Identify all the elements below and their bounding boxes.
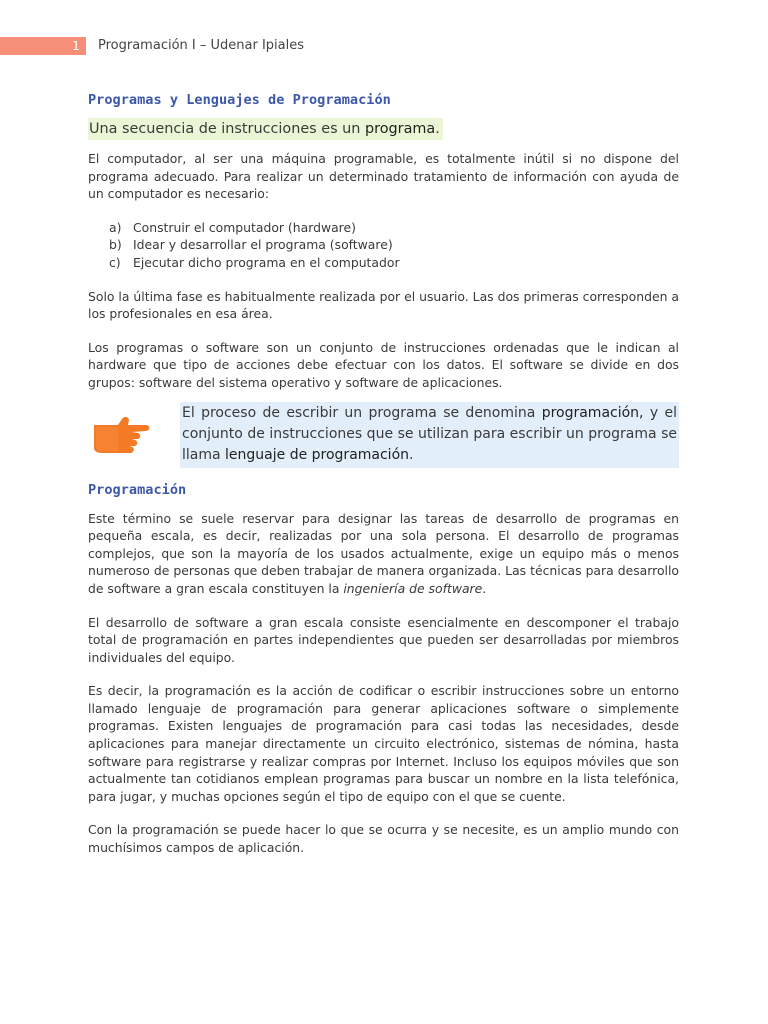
callout-text	[180, 402, 679, 468]
callout-term-programacion: programación,	[541, 404, 644, 421]
section-heading-programacion: Programación	[88, 481, 187, 498]
callout-text-part: El proceso de escribir un programa se denomina	[182, 404, 542, 421]
paragraph	[88, 510, 679, 598]
callout-term-lenguaje: lenguaje de programación	[225, 446, 410, 463]
list-item-text: Idear y desarrollar el programa (software)	[133, 237, 393, 253]
paragraph-text: Este término se suele reservar para designar las tareas de desarrollo de programas en pequeña escala, es decir, realizadas por una sola persona. El desarrollo de programas complejos, que son la mayoría de los usados actualmente, exige un equipo más o menos numeroso de personas que deben trabajar de manera organizada. Las técnicas para desarrollo de software a gran escala constituyen la	[88, 510, 679, 596]
term-ingenieria-de-software: ingeniería de software	[343, 580, 483, 596]
list-item-text: Ejecutar dicho programa en el computador	[133, 254, 400, 270]
definition-text: Una secuencia de instrucciones es un	[89, 121, 365, 137]
paragraph: Los programas o software son un conjunto de instrucciones ordenadas que le indican al hardware que tipo de acciones debe efectuar con los datos. El software se divide en dos grupos: software del sistema operativo y software de aplicaciones.	[88, 339, 679, 390]
page-number: 1	[72, 38, 80, 53]
section-heading-programas: Programas y Lenguajes de Programación	[88, 92, 391, 108]
paragraph: Solo la última fase es habitualmente realizada por el usuario. Las dos primeras corresponden a los profesionales en esa área.	[88, 288, 679, 322]
steps-list	[88, 219, 679, 272]
list-item-text: Construir el computador (hardware)	[133, 219, 356, 235]
paragraph: El computador, al ser una máquina programable, es totalmente inútil si no dispone del programa adecuado. Para realizar un determinado tratamiento de información con ayuda de un computador es necesario:	[88, 151, 679, 202]
list-marker: c)	[109, 254, 121, 270]
list-marker: a)	[109, 219, 122, 235]
paragraph: Es decir, la programación es la acción de codificar o escribir instrucciones sobre un entorno llamado lenguaje de programación para generar aplicaciones software o simplemente programas. Existen lenguajes de programación para casi todas las necesidades, desde aplicaciones para manejar directamente un circuito electrónico, sistemas de nómina, hasta software para registrarse y realizar compras por Internet. Incluso los equipos móviles que son actualmente tan cotidianos emplean programas para buscar un nombre en la lista telefónica, para jugar, y muchas opciones según el tipo de equipo con el que se cuente.	[88, 683, 679, 804]
callout-text-part: y el conjunto de instrucciones que se utilizan para escribir un programa se llama	[182, 404, 677, 463]
list-item	[109, 254, 679, 272]
running-header-title: Programación I – Udenar Ipiales	[98, 38, 304, 53]
list-item	[109, 219, 679, 237]
definition-period: .	[435, 121, 440, 137]
callout-text-part: .	[409, 446, 414, 463]
callout-box	[88, 402, 679, 472]
pointing-hand-icon	[88, 402, 180, 472]
document-body	[88, 90, 679, 873]
paragraph: Con la programación se puede hacer lo que se ocurra y se necesite, es un amplio mundo con muchísimos campos de aplicación.	[88, 822, 679, 856]
definition-term: programa	[364, 121, 436, 137]
paragraph-period: .	[482, 580, 487, 596]
list-marker: b)	[109, 237, 122, 253]
definition-highlight	[88, 118, 443, 140]
paragraph: El desarrollo de software a gran escala consiste esencialmente en descomponer el trabajo total de programación en partes independientes que pueden ser desarrolladas por miembros individuales del equipo.	[88, 614, 679, 665]
list-item	[109, 236, 679, 254]
